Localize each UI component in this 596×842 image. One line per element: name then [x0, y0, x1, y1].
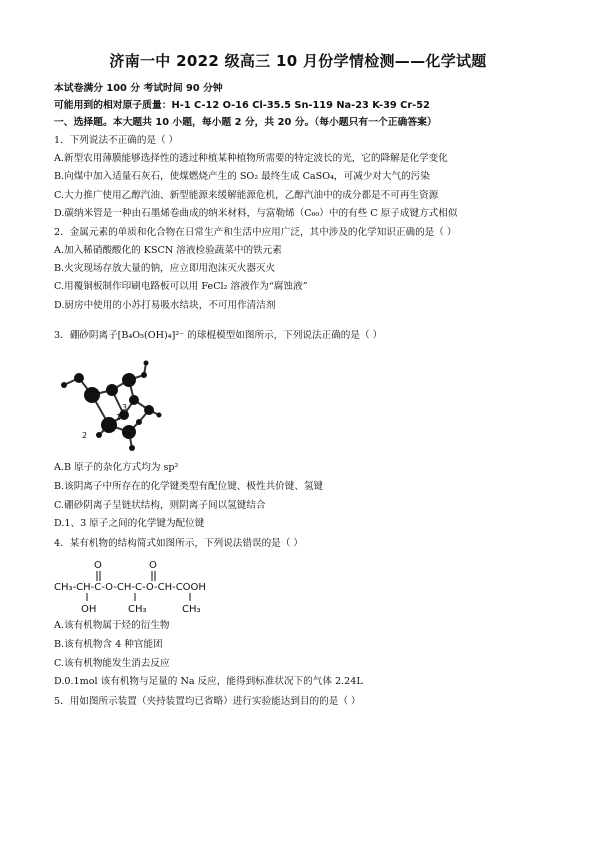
- ball-and-stick-model: [54, 360, 184, 455]
- question-3-option-d: D.1、3 原子之间的化学键为配位键: [54, 518, 205, 529]
- question-2-stem: 2．金属元素的单质和化合物在日常生产和生活中应用广泛，其中涉及的化学知识正确的是（ ）: [54, 227, 457, 238]
- formula-main-chain: CH₃-CH-C-O-CH-C-O-CH-COOH: [54, 582, 206, 593]
- section-heading: 一、选择题。本大题共 10 小题，每小题 2 分，共 20 分。（每小题只有一个正确答案）: [54, 117, 437, 128]
- structural-formula: [54, 560, 254, 615]
- question-2-option-c: C.用覆铜板制作印刷电路板可以用 FeCl₂ 溶液作为“腐蚀液”: [54, 281, 308, 292]
- question-1-option-b: B.向煤中加入适量石灰石，使煤燃烧产生的 SO₂ 最终生成 CaSO₄，可减少对大气的污染: [54, 171, 430, 182]
- page-title: 济南一中 2022 级高三 10 月份学情检测——化学试题: [109, 52, 487, 70]
- question-4-option-d: D.0.1mol 该有机物与足量的 Na 反应，能得到标准状况下的气体 2.24L: [54, 676, 363, 687]
- question-3-option-c: C.硼砂阴离子呈链状结构，则阴离子间以氢键结合: [54, 500, 266, 511]
- question-1-option-c: C.大力推广使用乙醇汽油、新型能源来缓解能源危机，乙醇汽油中的成分都是不可再生资源: [54, 190, 439, 201]
- atomic-mass-line: 可能用到的相对原子质量：H-1 C-12 O-16 Cl-35.5 Sn-119 Na-23 K-39 Cr-52: [54, 100, 430, 111]
- question-3-option-b: B.该阴离子中所存在的化学键类型有配位键、极性共价键、氢键: [54, 481, 324, 492]
- atom-label-3: 3: [122, 403, 128, 412]
- model-atoms: [61, 361, 162, 452]
- question-4-option-b: B.该有机物含 4 种官能团: [54, 639, 163, 650]
- formula-methyl-2: CH₃: [182, 604, 201, 615]
- question-1-stem: 1．下列说法不正确的是（ ）: [54, 135, 179, 146]
- question-3-option-a: A.B 原子的杂化方式均为 sp²: [54, 462, 179, 473]
- question-1-option-d: D.碳纳米管是一种由石墨烯卷曲成的纳米材料，与富勒烯（C₆₀）中的有些 C 原子成键方式相似: [54, 208, 458, 219]
- exam-info: 本试卷满分 100 分 考试时间 90 分钟: [54, 83, 223, 94]
- atom-label-1: 1: [116, 413, 122, 422]
- question-2-option-b: B.火灾现场存放大量的钠，应立即用泡沫灭火器灭火: [54, 263, 276, 274]
- question-2-option-a: A.加入稀硝酸酸化的 KSCN 溶液检验蔬菜中的铁元素: [54, 245, 282, 256]
- question-2-option-d: D.厨房中使用的小苏打易吸水结块，不可用作清洁剂: [54, 300, 276, 311]
- question-5-stem: 5．用如图所示装置（夹持装置均已省略）进行实验能达到目的的是（ ）: [54, 696, 361, 707]
- formula-carbonyl-o-1: O: [94, 560, 102, 571]
- question-3-stem: 3．硼砂阴离子[B₄O₅(OH)₄]²⁻ 的球棍模型如图所示，下列说法正确的是（ ）: [54, 330, 383, 341]
- question-1-option-a: A.新型农用薄膜能够选择性的透过种植某种植物所需要的特定波长的光，它的降解是化学变化: [54, 153, 448, 164]
- formula-methyl-1: CH₃: [128, 604, 147, 615]
- formula-carbonyl-o-2: O: [149, 560, 157, 571]
- atom-label-2: 2: [82, 431, 88, 440]
- question-4-option-c: C.该有机物能发生消去反应: [54, 658, 170, 669]
- question-4-option-a: A.该有机物属于烃的衍生物: [54, 620, 170, 631]
- formula-oh-group: OH: [81, 604, 97, 615]
- question-4-stem: 4．某有机物的结构简式如图所示，下列说法错误的是（ ）: [54, 538, 303, 549]
